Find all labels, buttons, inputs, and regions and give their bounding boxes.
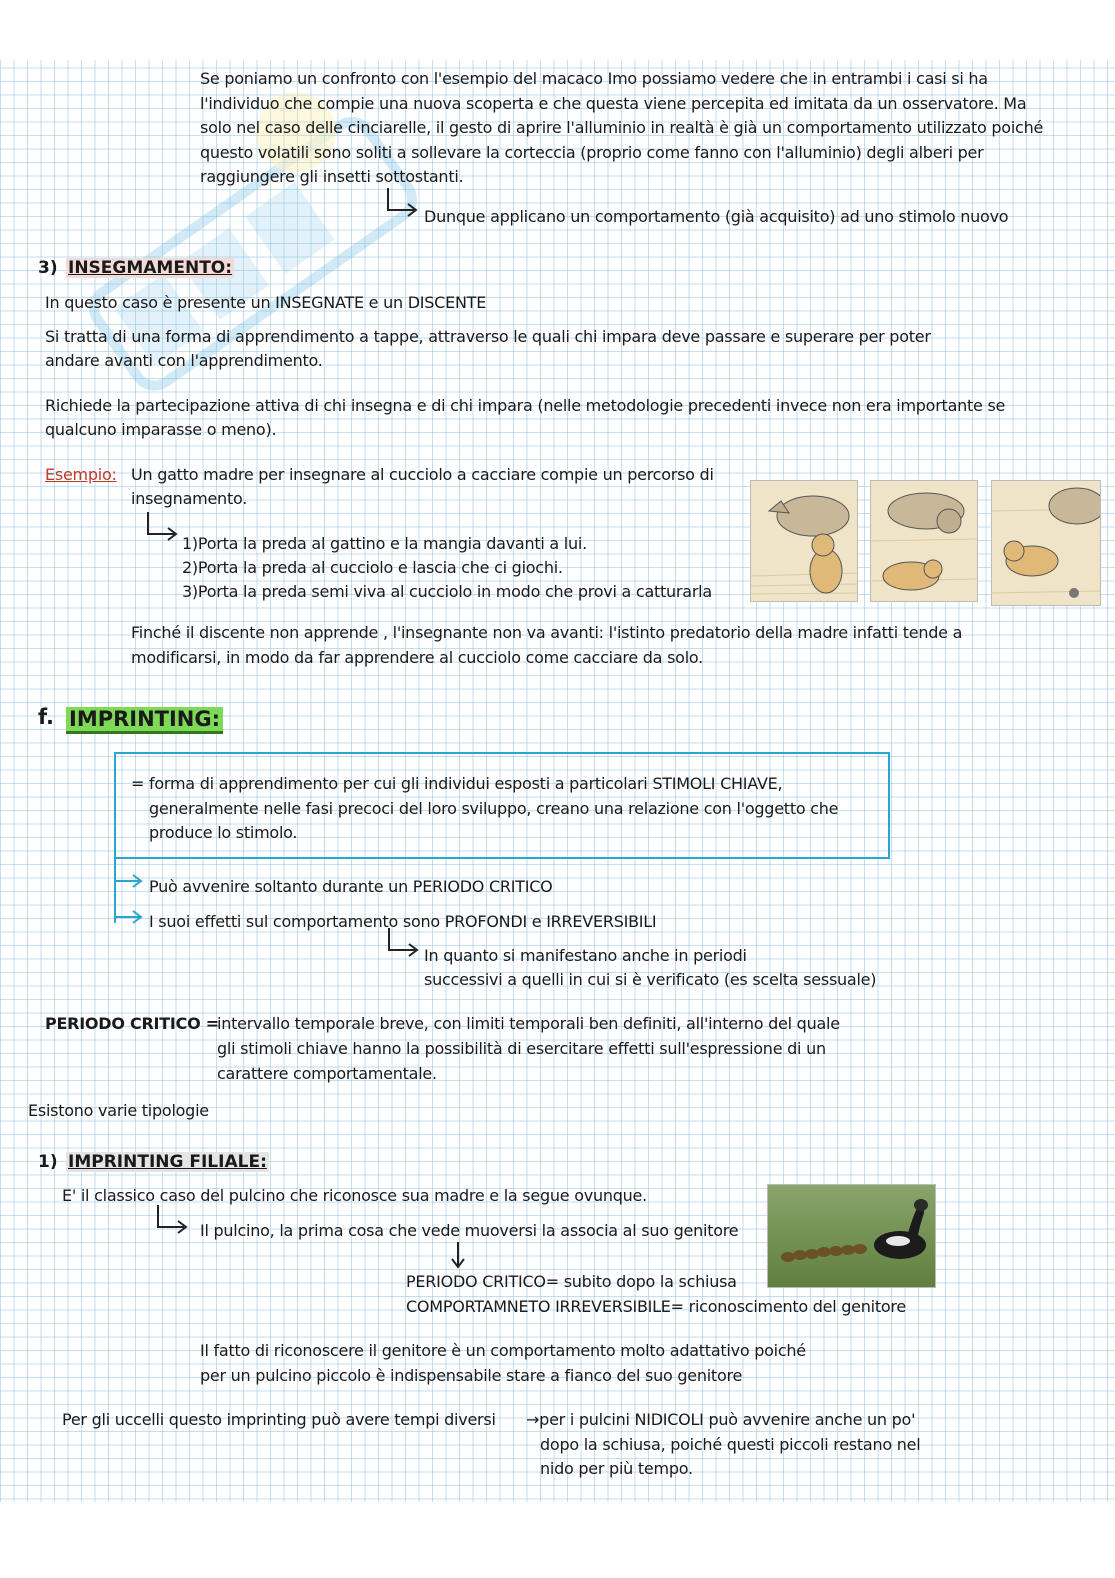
closing-line: Finché il discente non apprende , l'insegnante non va avanti: l'istinto predatorio della madre infatti tende a <box>131 623 963 642</box>
intro-line: Se poniamo un confronto con l'esempio del macaco Imo possiamo vedere che in entrambi i casi si ha <box>200 69 988 88</box>
definition-line: produce lo stimolo. <box>149 823 298 842</box>
filiale-periodo: PERIODO CRITICO= subito dopo la schiusa <box>406 1272 737 1291</box>
insegnamento-p2-line: Si tratta di una forma di apprendimento a tappe, attraverso le quali chi impara deve passare e superare per poter <box>45 327 931 346</box>
step-item: 1)Porta la preda al gattino e la mangia davanti a lui. <box>182 534 587 553</box>
intro-line: questo volatili sono soliti a sollevare la corteccia (proprio come fanno con l'alluminio) degli alberi per <box>200 143 984 162</box>
arrow-right-icon <box>116 910 144 924</box>
filiale-p3: Per gli uccelli questo imprinting può avere tempi diversi <box>62 1410 496 1429</box>
point-detail-line: successivi a quelli in cui si è verificato (es scelta sessuale) <box>424 970 877 989</box>
step-item: 3)Porta la preda semi viva al cucciolo in modo che provi a catturarla <box>182 582 712 601</box>
cat-illustration-3 <box>991 480 1101 606</box>
example-label: Esempio: <box>45 465 117 484</box>
filiale-p3-detail-line: dopo la schiusa, poiché questi piccoli restano nel <box>540 1435 921 1454</box>
duck-photo <box>767 1184 936 1288</box>
elbow-arrow-icon <box>156 1205 190 1235</box>
step-item: 2)Porta la preda al cucciolo e lascia che ci giochi. <box>182 558 563 577</box>
elbow-arrow-icon <box>146 512 180 542</box>
periodo-label: PERIODO CRITICO = <box>45 1014 219 1033</box>
subsection-number: 1) <box>38 1152 58 1172</box>
section-title <box>66 256 234 280</box>
filiale-p2-line: Il fatto di riconoscere il genitore è un comportamento molto adattativo poiché <box>200 1341 806 1360</box>
closing-line: modificarsi, in modo da far apprendere al cucciolo come cacciare da solo. <box>131 648 703 667</box>
periodo-def-line: intervallo temporale breve, con limiti temporali ben definiti, all'interno del quale <box>217 1014 840 1033</box>
point-detail-line: In quanto si manifestano anche in periodi <box>424 946 747 965</box>
subsection-title-text: IMPRINTING FILIALE: <box>68 1152 267 1172</box>
imprinting-point: I suoi effetti sul comportamento sono PROFONDI e IRREVERSIBILI <box>149 912 657 931</box>
periodo-def-line: carattere comportamentale. <box>217 1064 437 1083</box>
periodo-def-line: gli stimoli chiave hanno la possibilità di esercitare effetti sull'espressione di un <box>217 1039 826 1058</box>
elbow-arrow-icon <box>386 188 420 218</box>
intro-line: l'individuo che compie una nuova scoperta e che questa viene percepita ed imitata da un osservatore. Ma <box>200 94 1027 113</box>
intro-line: solo nel caso delle cinciarelle, il gesto di aprire l'alluminio in realtà è già un comportamento utilizzato poiché <box>200 118 1044 137</box>
filiale-p1-detail: Il pulcino, la prima cosa che vede muoversi la associa al suo genitore <box>200 1221 739 1240</box>
insegnamento-p3-line: Richiede la partecipazione attiva di chi insegna e di chi impara (nelle metodologie precedenti invece non era importante se <box>45 396 1006 415</box>
chapter-title-text: IMPRINTING: <box>66 707 223 734</box>
arrow-down-icon <box>450 1242 466 1270</box>
insegnamento-p2-line: andare avanti con l'apprendimento. <box>45 351 323 370</box>
section-title-text: INSEGMAMENTO: <box>68 258 233 278</box>
filiale-comportamento: COMPORTAMNETO IRREVERSIBILE= riconoscimento del genitore <box>406 1297 906 1316</box>
filiale-p3-detail-line: nido per più tempo. <box>540 1459 693 1478</box>
imprinting-point: Può avvenire soltanto durante un PERIODO CRITICO <box>149 877 553 896</box>
cat-illustration-1 <box>750 480 858 602</box>
chapter-title <box>66 705 223 733</box>
filiale-p2-line: per un pulcino piccolo è indispensabile stare a fianco del suo genitore <box>200 1366 743 1385</box>
elbow-arrow-icon <box>387 928 421 958</box>
chapter-letter: f. <box>38 705 54 729</box>
subsection-title <box>66 1150 269 1174</box>
section-number: 3) <box>38 258 58 278</box>
insegnamento-p3-line: qualcuno imparasse o meno). <box>45 420 277 439</box>
cat-illustration-2 <box>870 480 978 602</box>
arrow-right-icon <box>116 874 144 888</box>
page-bottom-margin <box>0 1502 1115 1578</box>
types-intro: Esistono varie tipologie <box>28 1101 209 1120</box>
filiale-p1: E' il classico caso del pulcino che riconosce sua madre e la segue ovunque. <box>62 1186 647 1205</box>
insegnamento-p1: In questo caso è presente un INSEGNATE e un DISCENTE <box>45 293 487 312</box>
page-top-margin <box>0 0 1115 60</box>
example-line: Un gatto madre per insegnare al cucciolo a cacciare compie un percorso di <box>131 465 714 484</box>
filiale-p3-detail-line: →per i pulcini NIDICOLI può avvenire anche un po' <box>526 1410 916 1429</box>
definition-line: generalmente nelle fasi precoci del loro sviluppo, creano una relazione con l'oggetto che <box>149 799 839 818</box>
intro-conclusion: Dunque applicano un comportamento (già acquisito) ad uno stimolo nuovo <box>424 207 1009 226</box>
definition-line: = forma di apprendimento per cui gli individui esposti a particolari STIMOLI CHIAVE, <box>131 774 783 793</box>
example-line: insegnamento. <box>131 489 248 508</box>
intro-line: raggiungere gli insetti sottostanti. <box>200 167 464 186</box>
